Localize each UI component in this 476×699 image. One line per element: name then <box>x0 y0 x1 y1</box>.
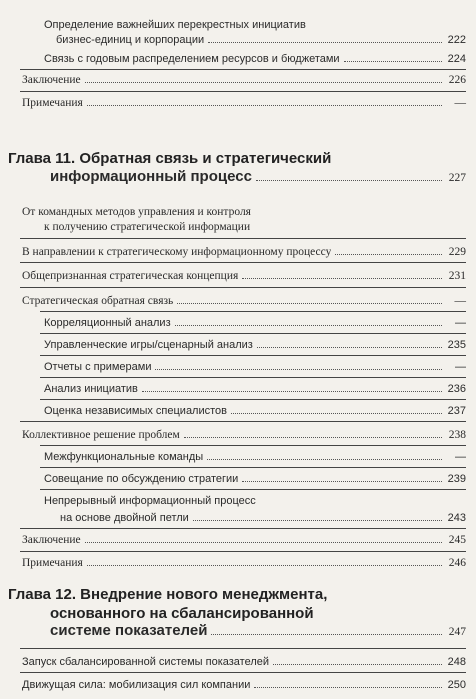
toc-entry[interactable] <box>44 52 466 66</box>
dot-leader <box>177 303 442 304</box>
page-number: 231 <box>448 270 466 282</box>
dot-leader <box>85 542 442 543</box>
page-number: — <box>454 97 466 109</box>
chapter-title: системе показателей <box>50 624 208 638</box>
divider <box>20 672 466 673</box>
chapter-title: информационный процесс <box>50 170 252 184</box>
toc-entry[interactable] <box>44 338 466 352</box>
divider <box>20 421 466 422</box>
toc-entry-text: Стратегическая обратная связь <box>22 295 174 307</box>
toc-entry[interactable] <box>44 404 466 418</box>
divider <box>20 69 466 70</box>
toc-entry-text: Управленческие игры/сценарный анализ <box>44 339 253 351</box>
dot-leader <box>207 459 442 460</box>
toc-entry[interactable] <box>22 678 466 692</box>
toc-entry-text: Примечания <box>22 97 83 109</box>
page-number: 247 <box>448 626 466 638</box>
toc-entry-text: От командных методов управления и контроля <box>22 206 251 218</box>
toc-entry-text: к получению стратегической информации <box>44 221 251 233</box>
dot-leader <box>87 565 442 566</box>
toc-entry[interactable] <box>22 73 466 87</box>
divider <box>40 377 466 378</box>
page-number: 236 <box>447 383 466 395</box>
dot-leader <box>344 61 442 62</box>
toc-entry-text: бизнес-единиц и корпорации <box>56 34 205 46</box>
dot-leader <box>231 413 442 414</box>
toc-entry[interactable] <box>44 316 466 330</box>
dot-leader <box>208 42 442 43</box>
page-number: 237 <box>447 405 466 417</box>
toc-entry[interactable] <box>22 269 466 283</box>
toc-entry[interactable] <box>22 556 466 570</box>
toc-entry-text: Заключение <box>22 74 81 86</box>
chapter-title-row[interactable] <box>50 624 466 639</box>
page-number: 224 <box>447 53 466 65</box>
toc-entry[interactable] <box>22 428 466 442</box>
toc-entry[interactable] <box>22 533 466 547</box>
divider <box>20 287 466 288</box>
divider <box>40 445 466 446</box>
dot-leader <box>257 347 442 348</box>
toc-entry-text: Отчеты с примерами <box>44 361 152 373</box>
dot-leader <box>184 437 442 438</box>
dot-leader <box>242 481 442 482</box>
toc-entry-text: Примечания <box>22 557 83 569</box>
toc-entry-text: Корреляционный анализ <box>44 317 171 329</box>
dot-leader <box>85 82 442 83</box>
toc-entry-text: Общепризнанная стратегическая концепция <box>22 270 239 282</box>
toc-entry[interactable] <box>44 382 466 396</box>
page-number: — <box>455 317 466 329</box>
toc-entry-text: Движущая сила: мобилизация сил компании <box>22 679 251 691</box>
toc-entry[interactable] <box>44 472 466 486</box>
toc-entry-text: Определение важнейших перекрестных инициатив <box>44 19 306 31</box>
divider <box>40 311 466 312</box>
divider <box>40 355 466 356</box>
chapter-title: Глава 12. Внедрение нового менеджмента, <box>8 586 328 603</box>
dot-leader <box>242 278 442 279</box>
page-number: 235 <box>447 339 466 351</box>
toc-entry-text: В направлении к стратегическому информационному процессу <box>22 246 332 258</box>
page-number: 238 <box>448 429 466 441</box>
dot-leader <box>273 664 442 665</box>
toc-entry-text: на основе двойной петли <box>60 512 189 524</box>
page-number: 248 <box>447 656 466 668</box>
divider <box>20 528 466 529</box>
divider <box>20 238 466 239</box>
chapter-title-row[interactable] <box>50 170 466 185</box>
toc-entry-text: Заключение <box>22 534 81 546</box>
divider <box>40 489 466 490</box>
divider <box>40 399 466 400</box>
dot-leader <box>211 634 442 635</box>
toc-entry[interactable] <box>44 360 466 374</box>
page-number: — <box>454 295 466 307</box>
page-number: 246 <box>448 557 466 569</box>
toc-entry-text: Совещание по обсуждению стратегии <box>44 473 239 485</box>
toc-entry[interactable] <box>44 450 466 464</box>
toc-entry-text: Коллективное решение проблем <box>22 429 180 441</box>
toc-entry[interactable] <box>22 655 466 669</box>
divider <box>40 333 466 334</box>
page-number: — <box>455 451 466 463</box>
dot-leader <box>142 391 442 392</box>
divider <box>40 467 466 468</box>
dot-leader <box>175 325 442 326</box>
toc-entry-text: Связь с годовым распределением ресурсов и бюджетами <box>44 53 340 65</box>
dot-leader <box>193 520 442 521</box>
chapter-title: основанного на сбалансированной <box>50 605 314 622</box>
toc-entry-text: Оценка независимых специалистов <box>44 405 227 417</box>
divider <box>20 648 466 649</box>
toc-entry[interactable] <box>22 294 466 308</box>
dot-leader <box>335 254 442 255</box>
page-number: 227 <box>448 172 466 184</box>
toc-entry[interactable] <box>22 96 466 110</box>
toc-entry[interactable] <box>22 245 466 259</box>
toc-entry[interactable] <box>60 511 466 525</box>
toc-entry-text: Анализ инициатив <box>44 383 138 395</box>
page-number: 229 <box>448 246 466 258</box>
divider <box>20 551 466 552</box>
page-number: 222 <box>447 34 466 46</box>
toc-entry[interactable] <box>56 33 466 47</box>
toc-entry-text: Непрерывный информационный процесс <box>44 495 256 507</box>
divider <box>20 262 466 263</box>
page-number: 226 <box>448 74 466 86</box>
dot-leader <box>256 180 442 181</box>
toc-entry-text: Запуск сбалансированной системы показателей <box>22 656 270 668</box>
page-number: 243 <box>447 512 466 524</box>
divider <box>20 91 466 92</box>
dot-leader <box>254 687 442 688</box>
chapter-title: Глава 11. Обратная связь и стратегический <box>8 150 332 167</box>
page-number: 245 <box>448 534 466 546</box>
toc-entry-text: Межфункциональные команды <box>44 451 204 463</box>
dot-leader <box>87 105 442 106</box>
page-number: 250 <box>447 679 466 691</box>
page-number: 239 <box>447 473 466 485</box>
page-number: — <box>455 361 466 373</box>
dot-leader <box>155 369 442 370</box>
